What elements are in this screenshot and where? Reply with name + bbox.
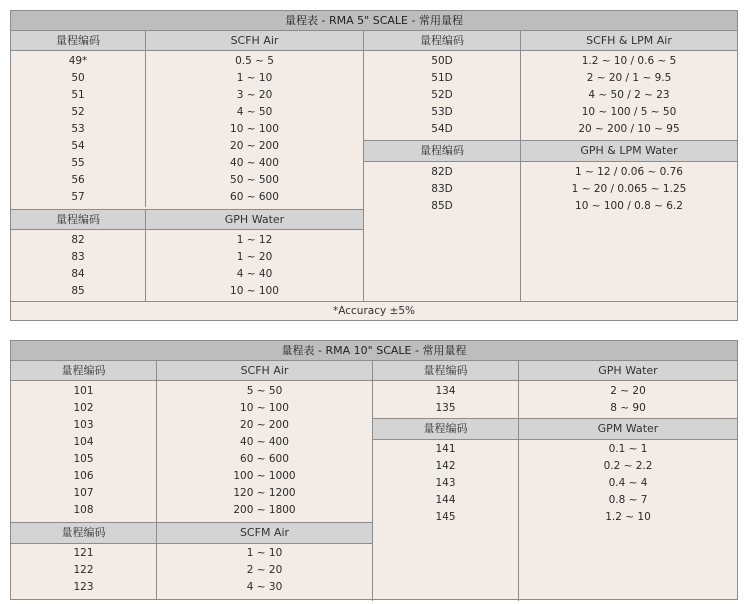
range-value: 10 ~ 100 / 5 ~ 50 (581, 106, 677, 118)
range-value: 1 ~ 10 (236, 72, 273, 84)
scfm-air-ranges (157, 545, 372, 596)
gpm-water-ranges (519, 441, 737, 526)
code-header: 量程编码 (11, 31, 146, 51)
range-code: 54 (71, 140, 85, 152)
range-value: 20 ~ 200 (230, 140, 279, 152)
gph-lpm-water-ranges (521, 164, 737, 215)
accuracy-note: *Accuracy ±5% (11, 301, 737, 320)
range-value: 1 ~ 20 / 0.065 ~ 1.25 (571, 183, 687, 195)
code-header: 量程编码 (11, 522, 157, 544)
range-value: 4 ~ 40 (236, 268, 273, 280)
range-table-rma5 (10, 10, 738, 321)
range-code: 102 (73, 402, 94, 414)
range-code: 85D (431, 200, 453, 212)
scfh-air-codes (11, 383, 156, 519)
range-code: 51D (431, 72, 453, 84)
range-value: 50 ~ 500 (230, 174, 279, 186)
range-value: 40 ~ 400 (230, 157, 279, 169)
range-value: 5 ~ 50 (246, 385, 283, 397)
range-code: 54D (431, 123, 453, 135)
range-code: 106 (73, 470, 94, 482)
scfh-air-codes (11, 53, 145, 206)
range-value: 10 ~ 100 / 0.8 ~ 6.2 (575, 200, 683, 212)
range-value: 1 ~ 12 (236, 234, 273, 246)
table-title: 量程表 - RMA 5" SCALE - 常用量程 (11, 11, 737, 31)
scfm-air-header: SCFM Air (157, 522, 373, 544)
range-code: 107 (73, 487, 94, 499)
range-code: 51 (71, 89, 85, 101)
range-code: 83 (71, 251, 85, 263)
range-code: 53 (71, 123, 85, 135)
range-value: 4 ~ 30 (246, 581, 283, 593)
range-code: 52 (71, 106, 85, 118)
range-value: 1 ~ 12 / 0.06 ~ 0.76 (575, 166, 683, 178)
range-code: 55 (71, 157, 85, 169)
range-code: 85 (71, 285, 85, 297)
range-value: 0.4 ~ 4 (608, 477, 648, 489)
scfh-lpm-air-ranges (521, 53, 737, 138)
gph-water-codes (11, 232, 145, 300)
range-value: 0.2 ~ 2.2 (603, 460, 653, 472)
scfh-lpm-air-header: SCFH & LPM Air (521, 31, 737, 51)
range-value: 1.2 ~ 10 / 0.6 ~ 5 (581, 55, 677, 67)
gph-water-header: GPH Water (146, 209, 364, 230)
range-code: 50D (431, 55, 453, 67)
range-code: 52D (431, 89, 453, 101)
range-value: 0.1 ~ 1 (608, 443, 648, 455)
range-code: 135 (435, 402, 456, 414)
range-value: 8 ~ 90 (610, 402, 646, 414)
range-value: 1 ~ 10 (246, 547, 283, 559)
range-value: 20 ~ 200 (240, 419, 289, 431)
range-code: 101 (73, 385, 94, 397)
scfh-air-header: SCFH Air (157, 361, 373, 381)
gph-water-codes (373, 383, 518, 417)
code-header: 量程编码 (11, 209, 146, 230)
scfh-air-ranges (157, 383, 372, 519)
range-value: 40 ~ 400 (240, 436, 289, 448)
range-code: 104 (73, 436, 94, 448)
gph-water-header: GPH Water (519, 361, 737, 381)
range-value: 0.5 ~ 5 (235, 55, 274, 67)
range-code: 145 (435, 511, 456, 523)
range-code: 83D (431, 183, 453, 195)
table-title: 量程表 - RMA 10" SCALE - 常用量程 (11, 341, 737, 361)
range-code: 123 (73, 581, 94, 593)
range-value: 120 ~ 1200 (233, 487, 296, 499)
range-value: 200 ~ 1800 (233, 504, 296, 516)
scfh-air-ranges (146, 53, 363, 206)
scfh-air-header: SCFH Air (146, 31, 364, 51)
code-header: 量程编码 (373, 418, 519, 440)
range-code: 144 (435, 494, 456, 506)
range-value: 4 ~ 50 (236, 106, 273, 118)
code-header: 量程编码 (364, 31, 521, 51)
range-value: 2 ~ 20 (246, 564, 283, 576)
scfh-lpm-air-codes (364, 53, 520, 138)
range-code: 84 (71, 268, 85, 280)
range-code: 82D (431, 166, 453, 178)
range-value: 1 ~ 20 (236, 251, 273, 263)
range-code: 49* (68, 55, 88, 67)
range-value: 20 ~ 200 / 10 ~ 95 (578, 123, 680, 135)
range-code: 56 (71, 174, 85, 186)
range-value: 3 ~ 20 (236, 89, 273, 101)
range-code: 121 (73, 547, 94, 559)
range-value: 4 ~ 50 / 2 ~ 23 (588, 89, 670, 101)
range-code: 122 (73, 564, 94, 576)
range-code: 57 (71, 191, 85, 203)
range-value: 10 ~ 100 (230, 285, 279, 297)
range-table-rma10 (10, 340, 738, 600)
range-value: 0.8 ~ 7 (608, 494, 648, 506)
range-code: 108 (73, 504, 94, 516)
gph-water-ranges (519, 383, 737, 417)
range-code: 103 (73, 419, 94, 431)
code-header: 量程编码 (11, 361, 157, 381)
range-code: 50 (71, 72, 85, 84)
range-code: 143 (435, 477, 456, 489)
range-code: 82 (71, 234, 85, 246)
range-code: 53D (431, 106, 453, 118)
range-value: 60 ~ 600 (230, 191, 279, 203)
range-value: 10 ~ 100 (230, 123, 279, 135)
range-value: 1.2 ~ 10 (605, 511, 651, 523)
gpm-water-header: GPM Water (519, 418, 737, 440)
gpm-water-codes (373, 441, 518, 526)
range-value: 2 ~ 20 / 1 ~ 9.5 (586, 72, 672, 84)
range-code: 105 (73, 453, 94, 465)
range-code: 141 (435, 443, 456, 455)
code-header: 量程编码 (373, 361, 519, 381)
gph-lpm-water-header: GPH & LPM Water (521, 140, 737, 162)
code-header: 量程编码 (364, 140, 521, 162)
range-code: 142 (435, 460, 456, 472)
scfm-air-codes (11, 545, 156, 596)
range-value: 60 ~ 600 (240, 453, 289, 465)
gph-lpm-water-codes (364, 164, 520, 215)
range-code: 134 (435, 385, 456, 397)
gph-water-ranges (146, 232, 363, 300)
range-value: 2 ~ 20 (610, 385, 646, 397)
range-value: 10 ~ 100 (240, 402, 289, 414)
range-value: 100 ~ 1000 (233, 470, 296, 482)
